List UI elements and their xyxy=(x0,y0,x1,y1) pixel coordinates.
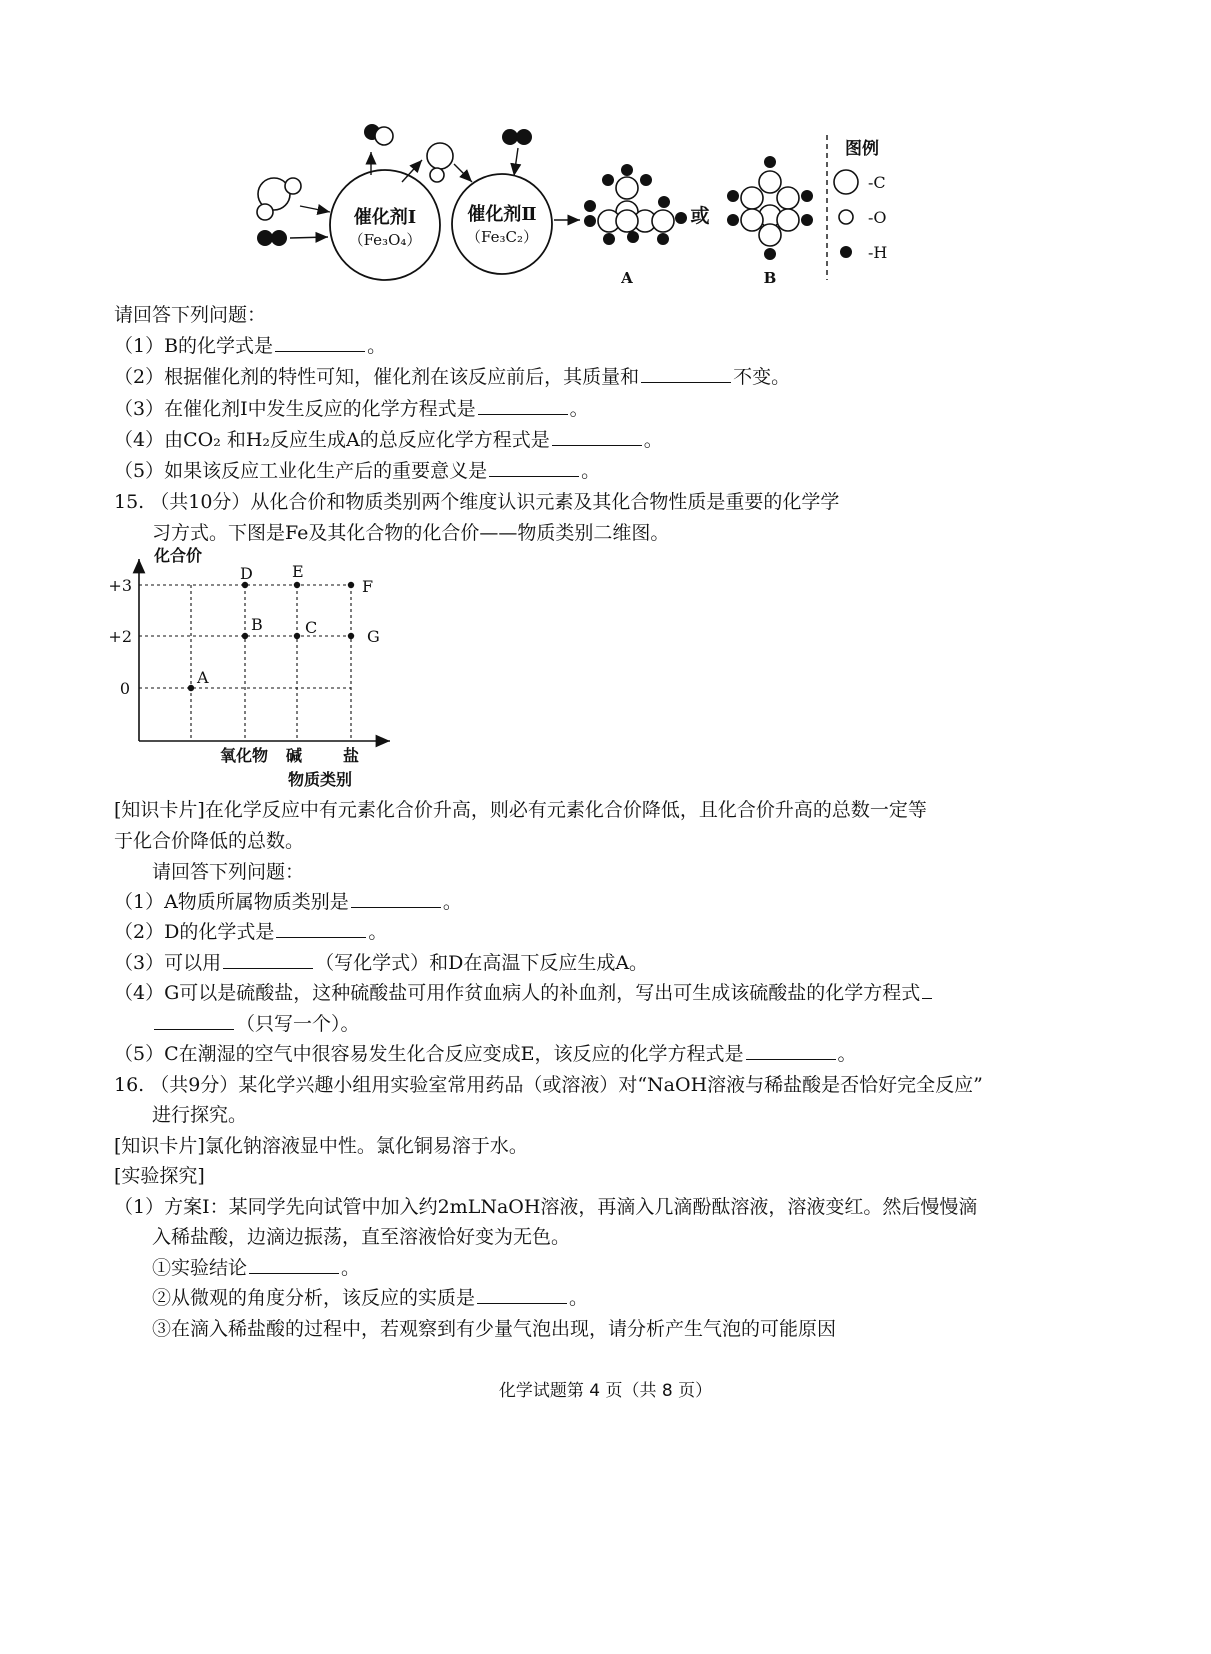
point-e-label: E xyxy=(292,562,304,581)
answer-blank[interactable] xyxy=(275,333,365,352)
point-a xyxy=(188,685,194,691)
y-tick-plus2: +2 xyxy=(108,627,132,646)
point-e xyxy=(294,582,300,588)
q16-title-line1: 16. （共9分）某化学兴趣小组用实验室常用药品（或溶液）对“NaOH溶液与稀盐酸是否恰好完全反应” xyxy=(114,1074,983,1096)
x-axis-label: 物质类别 xyxy=(287,770,353,789)
page-footer: 化学试题第 4 页（共 8 页） xyxy=(498,1381,713,1401)
answer-blank[interactable] xyxy=(489,458,579,477)
q16-plan1-line1: （1）方案Ⅰ：某同学先向试管中加入约2mLNaOH溶液，再滴入几滴酚酞溶液，溶液变红。然后慢慢滴 xyxy=(114,1196,978,1218)
answer-blank[interactable] xyxy=(477,1285,567,1304)
grid xyxy=(139,585,351,741)
legend-hydrogen: -H xyxy=(868,243,888,262)
y-axis-label: 化合价 xyxy=(154,546,203,565)
q15-part-2: （2）D的化学式是 。 xyxy=(114,921,388,943)
or-text: 或 xyxy=(690,205,710,227)
q14-intro: 请回答下列问题： xyxy=(114,304,267,326)
q14-part-5: （5）如果该反应工业化生产后的重要意义是 。 xyxy=(114,460,601,482)
point-b-label: B xyxy=(251,615,263,634)
point-d-label: D xyxy=(240,564,253,583)
point-f xyxy=(348,582,354,588)
legend-title: 图例 xyxy=(845,139,879,159)
answer-blank[interactable] xyxy=(249,1255,339,1274)
catalyst-process-diagram xyxy=(240,120,920,290)
catalyst-1-formula: （Fe₃O₄） xyxy=(348,231,422,249)
q14-part-2: （2）根据催化剂的特性可知，催化剂在该反应前后，其质量和 不变。 xyxy=(114,366,791,388)
q15-part-4-line1: （4）G可以是硫酸盐，这种硫酸盐可用作贫血病人的补血剂，写出可生成该硫酸盐的化学方程式 xyxy=(114,980,934,1006)
catalyst-2-circle xyxy=(452,174,552,274)
point-g-label: G xyxy=(367,627,380,646)
point-a-label: A xyxy=(197,668,209,687)
q16-experiment-heading: [实验探究] xyxy=(114,1165,205,1187)
q15-part-4-line2: （只写一个）。 xyxy=(152,1011,360,1037)
answer-blank[interactable] xyxy=(223,950,313,969)
catalyst-1-circle xyxy=(330,170,440,280)
q15-part-3: （3）可以用 （写化学式）和D在高温下反应生成A。 xyxy=(114,952,649,974)
answer-blank[interactable] xyxy=(746,1041,836,1060)
q15-knowledge-card-line2: 于化合价降低的总数。 xyxy=(114,830,305,852)
molecule-b xyxy=(741,171,799,246)
y-tick-zero: 0 xyxy=(119,679,130,698)
q16-sub-3: ③在滴入稀盐酸的过程中，若观察到有少量气泡出现，请分析产生气泡的可能原因 xyxy=(152,1318,837,1340)
q15-knowledge-card-line1: [知识卡片]在化学反应中有元素化合价升高，则必有元素化合价降低，且化合价升高的总数一定等 xyxy=(114,799,927,821)
catalyst-1-label: 催化剂Ⅰ xyxy=(353,207,417,228)
y-tick-plus3: +3 xyxy=(108,576,132,595)
valence-category-chart xyxy=(108,545,408,790)
answer-blank[interactable] xyxy=(154,1011,234,1030)
point-c-label: C xyxy=(305,618,318,637)
q16-sub-2: ②从微观的角度分析，该反应的实质是 。 xyxy=(152,1287,589,1309)
answer-blank[interactable] xyxy=(641,364,731,383)
molecule-a-label: A xyxy=(621,269,633,287)
q14-part-1: （1）B的化学式是 。 xyxy=(114,335,387,357)
x-tick-salt: 盐 xyxy=(342,746,360,765)
legend-oxygen: -O xyxy=(868,208,887,227)
x-tick-base: 碱 xyxy=(285,746,303,765)
catalyst-2-formula: （Fe₃C₂） xyxy=(466,228,538,246)
q16-title-line2: 进行探究。 xyxy=(152,1104,248,1126)
point-b xyxy=(242,633,248,639)
h2-molecule-input-2 xyxy=(502,129,532,145)
co-molecule-intermediate xyxy=(427,143,453,182)
q16-plan1-line2: 入稀盐酸，边滴边振荡，直至溶液恰好变为无色。 xyxy=(152,1226,571,1248)
molecule-b-label: B xyxy=(763,269,777,287)
legend-carbon: -C xyxy=(868,173,886,192)
catalyst-2-label: 催化剂Ⅱ xyxy=(467,204,537,225)
answer-blank[interactable] xyxy=(351,889,441,908)
q15-title-line2: 习方式。下图是Fe及其化合物的化合价——物质类别二维图。 xyxy=(152,522,670,544)
point-c xyxy=(294,633,300,639)
answer-blank[interactable] xyxy=(478,396,568,415)
q15-part-1: （1）A物质所属物质类别是 。 xyxy=(114,891,462,913)
q15-part-5: （5）C在潮湿的空气中很容易发生化合反应变成E，该反应的化学方程式是 。 xyxy=(114,1043,857,1065)
q16-sub-1: ①实验结论 。 xyxy=(152,1257,361,1279)
water-molecule-output xyxy=(364,124,393,145)
point-g xyxy=(348,633,354,639)
point-f-label: F xyxy=(362,577,374,596)
q15-intro: 请回答下列问题： xyxy=(152,861,305,883)
answer-blank[interactable] xyxy=(552,427,642,446)
q15-title-line1: 15. （共10分）从化合价和物质类别两个维度认识元素及其化合物性质是重要的化学学 xyxy=(114,491,840,513)
q16-knowledge-card: [知识卡片]氯化钠溶液显中性。氯化铜易溶于水。 xyxy=(114,1135,528,1157)
q14-part-3: （3）在催化剂Ⅰ中发生反应的化学方程式是 。 xyxy=(114,398,589,420)
answer-blank[interactable] xyxy=(276,919,366,938)
x-tick-oxide: 氧化物 xyxy=(219,746,269,765)
h2-molecule-input xyxy=(257,230,287,246)
co2-molecule-input xyxy=(257,178,301,220)
answer-blank[interactable] xyxy=(922,980,932,999)
q14-part-4: （4）由CO₂ 和H₂反应生成A的总反应化学方程式是 。 xyxy=(114,429,663,451)
